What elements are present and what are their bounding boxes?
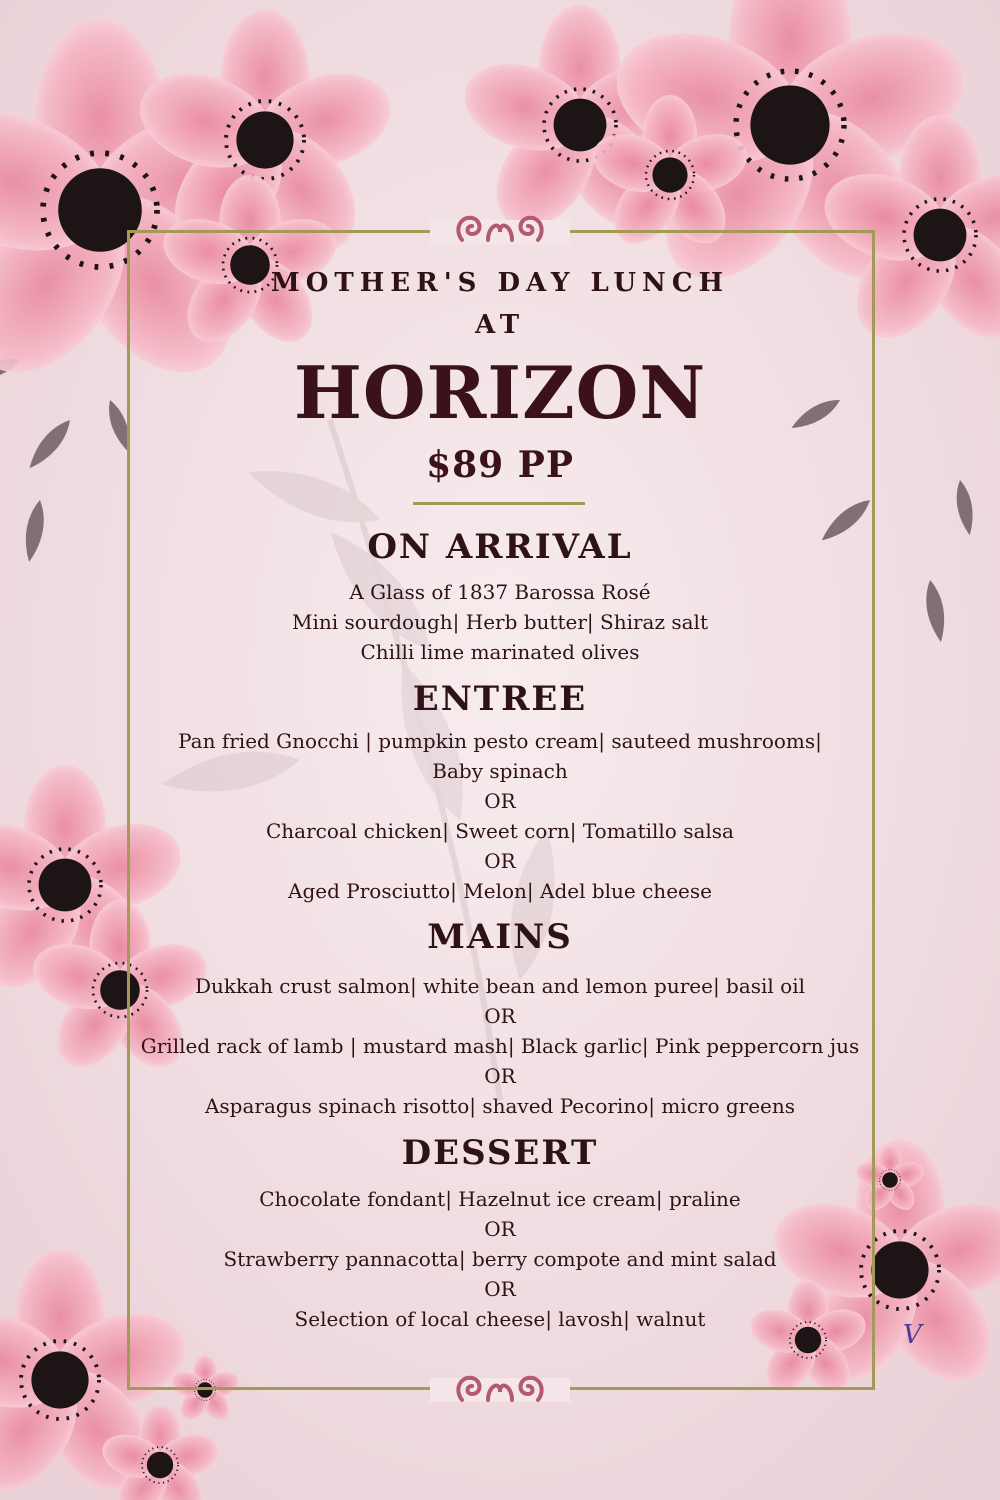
section-title-mains: MAINS (427, 917, 573, 957)
menu-item: A Glass of 1837 Barossa Rosé (349, 580, 651, 604)
section-title-dessert: DESSERT (401, 1133, 599, 1173)
menu-or-separator: OR (484, 1217, 516, 1241)
event-title-at: AT (474, 310, 526, 340)
monogram-signature: V (903, 1320, 922, 1350)
menu-item: Selection of local cheese| lavosh| walnut (294, 1307, 706, 1331)
menu-item: Charcoal chicken| Sweet corn| Tomatillo salsa (266, 819, 734, 843)
menu-item: Pan fried Gnocchi | pumpkin pesto cream| sauteed mushrooms| (178, 729, 822, 753)
section-title-entree: ENTREE (412, 679, 588, 719)
menu-or-separator: OR (484, 849, 516, 873)
menu-item: Chilli lime marinated olives (360, 640, 640, 664)
price-per-person: $89 PP (426, 444, 574, 486)
top-scroll-ornament-icon (452, 210, 548, 250)
menu-item: Mini sourdough| Herb butter| Shiraz salt (292, 610, 708, 634)
header-divider (413, 502, 585, 505)
menu-item: Grilled rack of lamb | mustard mash| Black garlic| Pink peppercorn jus (140, 1034, 860, 1058)
menu-item: Strawberry pannacotta| berry compote and mint salad (223, 1247, 777, 1271)
venue-name: HORIZON (293, 350, 707, 435)
menu-item: Dukkah crust salmon| white bean and lemon puree| basil oil (194, 974, 806, 998)
menu-or-separator: OR (484, 1004, 516, 1028)
menu-item: Chocolate fondant| Hazelnut ice cream| praline (259, 1187, 741, 1211)
menu-or-separator: OR (484, 789, 516, 813)
bottom-scroll-ornament-icon (452, 1370, 548, 1410)
section-title-on-arrival: ON ARRIVAL (367, 527, 633, 567)
menu-item: Asparagus spinach risotto| shaved Pecorino| micro greens (204, 1094, 796, 1118)
menu-or-separator: OR (484, 1064, 516, 1088)
event-title: MOTHER'S DAY LUNCH (270, 268, 730, 298)
menu-item: Baby spinach (432, 759, 568, 783)
menu-or-separator: OR (484, 1277, 516, 1301)
menu-item: Aged Prosciutto| Melon| Adel blue cheese (288, 879, 712, 903)
